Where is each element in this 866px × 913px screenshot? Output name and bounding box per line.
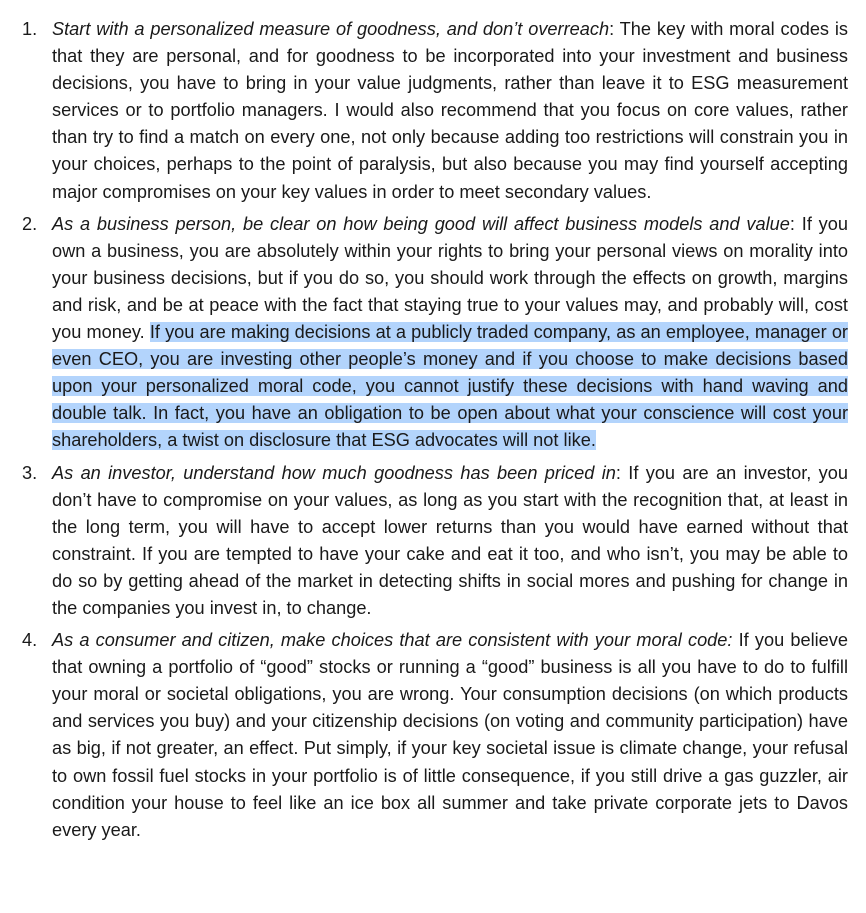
list-item-lead: As a consumer and citizen, make choices that are consistent with your moral code: <box>52 630 733 651</box>
list-item-separator: : <box>609 19 615 39</box>
list-item-lead: As an investor, understand how much goodness has been priced in <box>52 462 616 483</box>
list-item-body: If you believe that owning a portfolio of “good” stocks or running a “good” business is all you have to do to fulfill your moral or societal obligations, you are wrong. Your consumption decisions (on which products and services you buy) and your citizenship decisions (on voting and community participation) have as big, if not greater, an effect. Put simply, if your key societal issue is climate change, your refusal to own fossil fuel stocks in your portfolio is of little consequence, if you still drive a gas guzzler, air condition your house to feel like an ice box all summer and take private corporate jets to Davos every year. <box>52 630 848 840</box>
list-item-lead: Start with a personalized measure of goodness, and don’t overreach <box>52 19 610 39</box>
list-item-paragraph[interactable] <box>52 627 848 844</box>
list-item <box>0 211 848 455</box>
list-item-separator: : <box>615 462 621 483</box>
list-item-number: 1. <box>22 19 38 39</box>
list-item-number: 2. <box>22 213 38 234</box>
selected-text-highlight[interactable]: If you are making decisions at a publicly traded company, as an employee, manager or even CEO, you are investing other people’s money and if you choose to make decisions based upon your personalized moral code, you cannot justify these decisions with hand waving and double talk. In fact, you have an obligation to be open about what your conscience will cost your shareholders, a twist on disclosure that ESG advocates will not like. <box>52 322 848 451</box>
list-item-number: 3. <box>22 462 38 483</box>
list-item-body: The key with moral codes is that they are personal, and for goodness to be incorporated into your investment and business decisions, you have to bring in your value judgments, rather than leave it to ESG measurement services or to portfolio managers. I would also recommend that you focus on core values, rather than try to find a match on every one, not only because adding too restrictions will constrain you in your choices, perhaps to the point of paralysis, but also because you may find yourself accepting major compromises on your key values in order to meet secondary values. <box>52 19 849 202</box>
list-item-paragraph[interactable] <box>52 460 848 623</box>
list-item <box>0 627 848 844</box>
list-item-lead: As a business person, be clear on how being good will affect business models and value <box>52 213 790 234</box>
list-item-separator: : <box>789 213 795 234</box>
list-item-body: If you are an investor, you don’t have to compromise on your values, as long as you start with the recognition that, at least in the long term, you will have to accept lower returns than you would have earned without that constraint. If you are tempted to have your cake and eat it too, and who isn’t, you may be able to do so by getting ahead of the market in detecting shifts in social mores and pushing for change in the companies you invest in, to change. <box>52 462 849 618</box>
list-item-paragraph[interactable] <box>52 16 848 206</box>
list-item <box>0 16 848 206</box>
list-item <box>0 460 848 623</box>
recommendation-list <box>0 16 848 844</box>
list-item-body: If you own a business, you are absolutely within your rights to bring your personal views on morality into your business decisions, but if you do so, you should work through the effects on growth, margins and risk, and be at peace with the fact that staying true to your values may, and probably will, cost you money. <box>52 213 848 343</box>
list-item-number: 4. <box>22 630 38 651</box>
list-item-paragraph[interactable] <box>52 211 848 455</box>
